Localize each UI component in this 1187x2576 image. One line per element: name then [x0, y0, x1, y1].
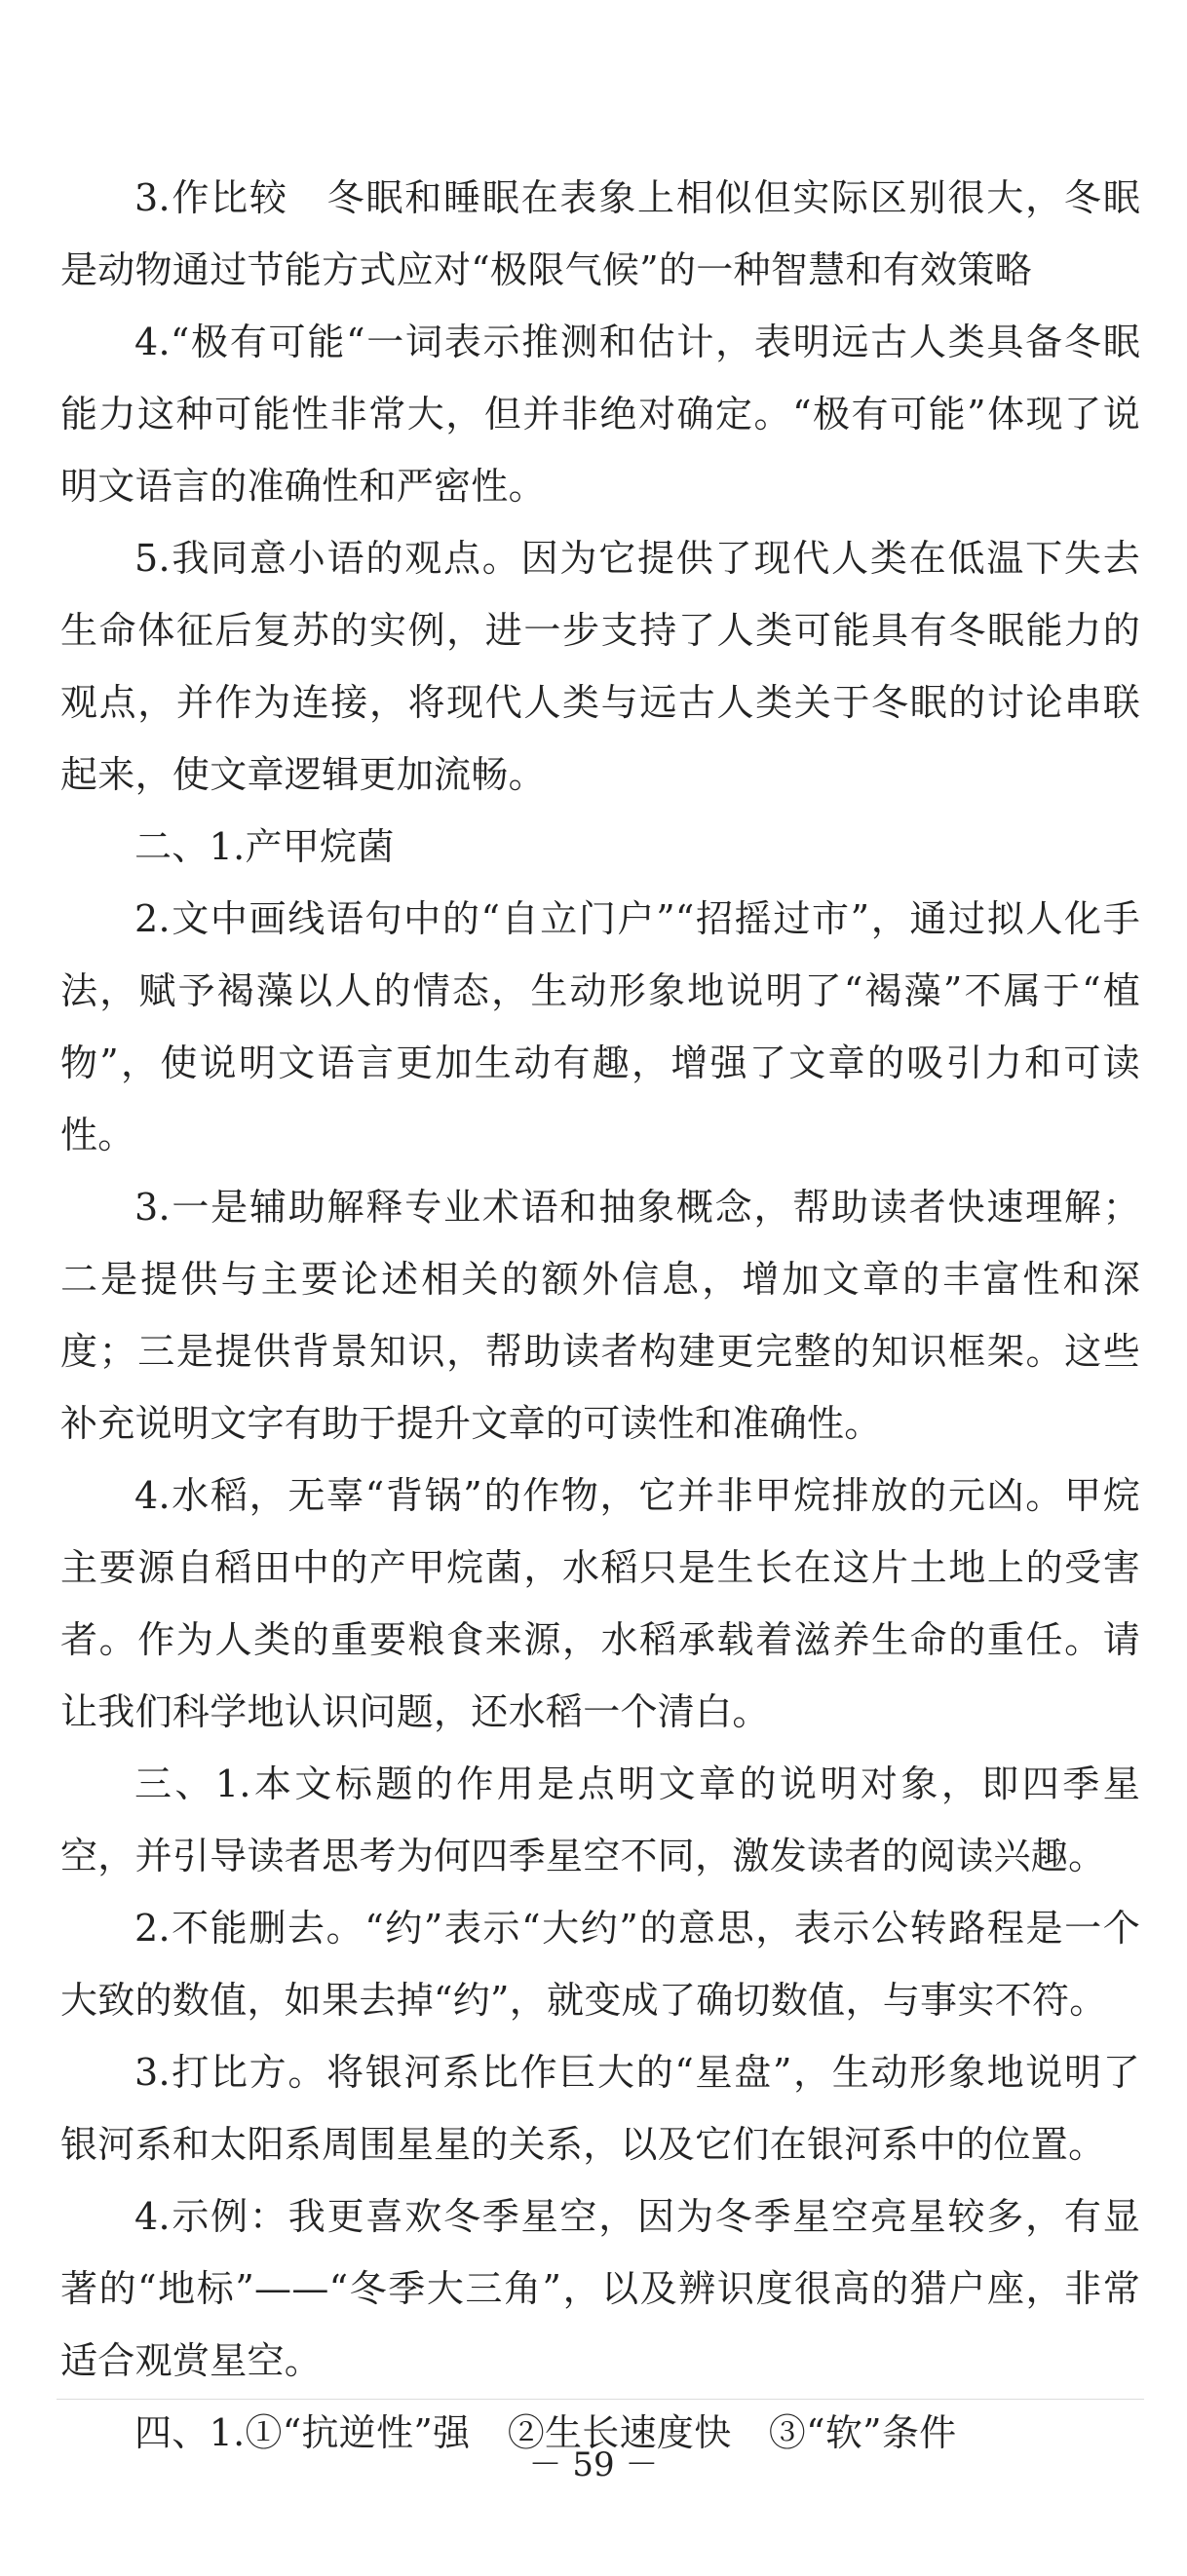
answer-paragraph: 三、1.本文标题的作用是点明文章的说明对象，即四季星空，并引导读者思考为何四季星空不同，激发读者的阅读兴趣。	[60, 1762, 1140, 1877]
answer-paragraph: 2.不能删去。“约”表示“大约”的意思，表示公转路程是一个大致的数值，如果去掉“约”，就变成了确切数值，与事实不符。	[60, 1907, 1140, 2022]
answer-paragraph: 4.示例：我更喜欢冬季星空，因为冬季星空亮星较多，有显著的“地标”——“冬季大三角”，以及辨识度很高的猎户座，非常适合观赏星空。	[60, 2195, 1140, 2382]
answer-paragraph: 四、1.①“抗逆性”强 ②生长速度快 ③“软”条件	[134, 2411, 957, 2454]
answer-paragraph: 3.一是辅助解释专业术语和抽象概念，帮助读者快速理解；二是提供与主要论述相关的额外信息，增加文章的丰富性和深度；三是提供背景知识，帮助读者构建更完整的知识框架。这些补充说明文字有助于提升文章的可读性和准确性。	[60, 1186, 1140, 1445]
answer-paragraph: 3.打比方。将银河系比作巨大的“星盘”，生动形象地说明了银河系和太阳系周围星星的关系，以及它们在银河系中的位置。	[60, 2051, 1140, 2166]
answer-paragraph: 2.文中画线语句中的“自立门户”“招摇过市”，通过拟人化手法，赋予褐藻以人的情态，生动形象地说明了“褐藻”不属于“植物”，使说明文语言更加生动有趣，增强了文章的吸引力和可读性。	[60, 897, 1140, 1156]
answer-content	[60, 162, 1140, 2469]
answer-paragraph: 3.作比较 冬眠和睡眠在表象上相似但实际区别很大，冬眠是动物通过节能方式应对“极限气候”的一种智慧和有效策略	[60, 176, 1140, 291]
answer-paragraph: 4.“极有可能“一词表示推测和估计，表明远古人类具备冬眠能力这种可能性非常大，但并非绝对确定。“极有可能”体现了说明文语言的准确性和严密性。	[60, 321, 1140, 508]
answer-paragraph: 4.水稻，无辜“背锅”的作物，它并非甲烷排放的元凶。甲烷主要源自稻田中的产甲烷菌，水稻只是生长在这片土地上的受害者。作为人类的重要粮食来源，水稻承载着滋养生命的重任。请让我们科学地认识问题，还水稻一个清白。	[60, 1474, 1140, 1733]
answer-paragraph: 5.我同意小语的观点。因为它提供了现代人类在低温下失去生命体征后复苏的实例，进一步支持了人类可能具有冬眠能力的观点，并作为连接，将现代人类与远古人类关于冬眠的讨论串联起来，使文章逻辑更加流畅。	[60, 537, 1140, 796]
page-number: － 59 －	[528, 2445, 659, 2484]
section-heading: 二、1.产甲烷菌	[134, 825, 395, 868]
footer-divider	[57, 2399, 1144, 2400]
